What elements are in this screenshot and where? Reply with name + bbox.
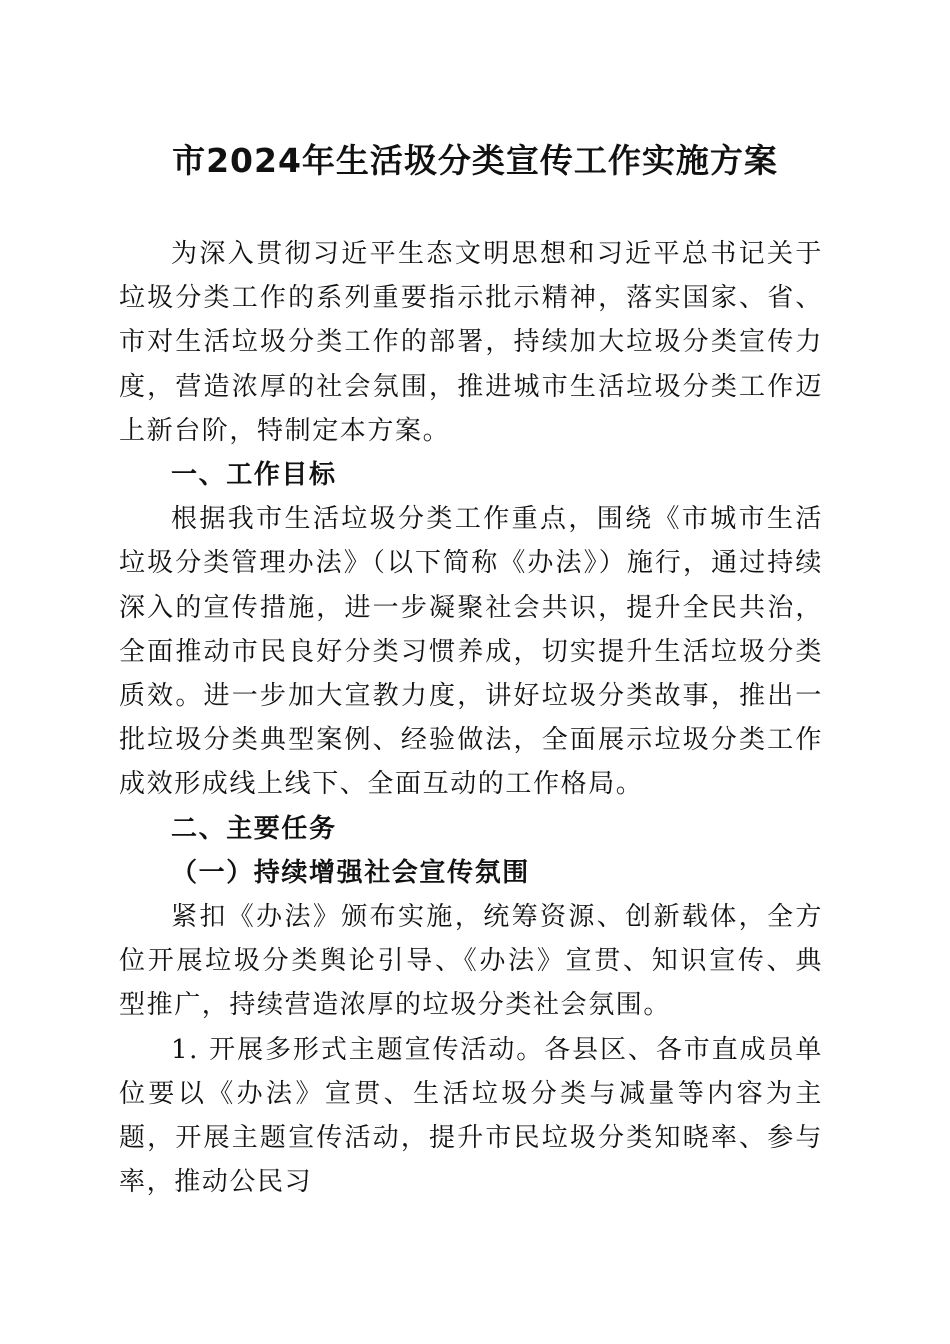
subsection-heading-atmosphere: （一）持续增强社会宣传氛围 xyxy=(171,857,530,888)
item-1-paragraph: 1. 开展多形式主题宣传活动。各县区、各市直成员单位要以《办法》宣贯、生活垃圾分类与减量等内容为主题，开展主题宣传活动，提升市民垃圾分类知晓率、参与率，推动公民习 xyxy=(119,1034,823,1198)
section-heading-goals: 一、工作目标 xyxy=(171,460,337,491)
atmosphere-paragraph: 紧扣《办法》颁布实施，统筹资源、创新载体，全方位开展垃圾分类舆论引导、《办法》宣贯、知识宣传、典型推广，持续营造浓厚的垃圾分类社会氛围。 xyxy=(119,902,823,1021)
section-heading-tasks: 二、主要任务 xyxy=(171,813,337,844)
document-body xyxy=(119,232,823,1204)
intro-paragraph: 为深入贯彻习近平生态文明思想和习近平总书记关于垃圾分类工作的系列重要指示批示精神，落实国家、省、市对生活垃圾分类工作的部署，持续加大垃圾分类宣传力度，营造浓厚的社会氛围，推进城市生活垃圾分类工作迈上新台阶，特制定本方案。 xyxy=(119,239,823,446)
goals-paragraph: 根据我市生活垃圾分类工作重点，围绕《市城市生活垃圾分类管理办法》（以下简称《办法》）施行，通过持续深入的宣传措施，进一步凝聚社会共识，提升全民共治，全面推动市民良好分类习惯养成，切实提升生活垃圾分类质效。进一步加大宣教力度，讲好垃圾分类故事，推出一批垃圾分类典型案例、经验做法，全面展示垃圾分类工作成效形成线上线下、全面互动的工作格局。 xyxy=(119,504,823,800)
document-title: 市2024年生活圾分类宣传工作实施方案 xyxy=(172,141,778,180)
